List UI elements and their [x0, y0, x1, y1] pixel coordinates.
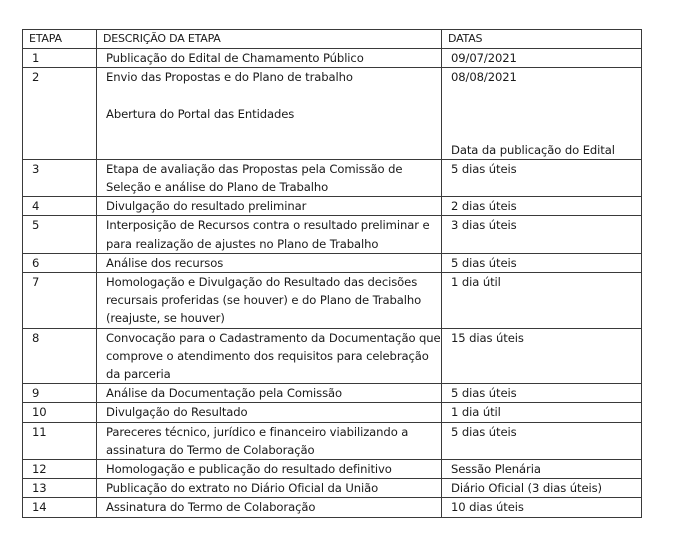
cell-spacer	[451, 87, 641, 141]
cell-datas: Sessão Plenária	[442, 460, 642, 479]
cell-datas: 5 dias úteis	[442, 159, 642, 196]
cell-datas: Diário Oficial (3 dias úteis)	[442, 479, 642, 498]
cell-etapa: 10	[23, 403, 97, 422]
cell-etapa: 4	[23, 197, 97, 216]
cell-descricao: Análise dos recursos	[97, 253, 442, 272]
cell-datas: 5 dias úteis	[442, 422, 642, 459]
table-row	[23, 197, 642, 216]
cell-datas: 09/07/2021	[442, 49, 642, 68]
cell-etapa: 3	[23, 159, 97, 196]
table-row	[23, 216, 642, 253]
cell-descricao-extra: Abertura do Portal das Entidades	[106, 106, 295, 121]
table-row	[23, 253, 642, 272]
cell-descricao-main: Envio das Propostas e do Plano de trabalho	[106, 70, 353, 85]
cell-descricao: Divulgação do resultado preliminar	[97, 197, 442, 216]
cell-etapa: 1	[23, 49, 97, 68]
table-row	[23, 384, 642, 403]
cell-etapa: 5	[23, 216, 97, 253]
cell-datas-main: 08/08/2021	[451, 70, 517, 85]
cell-etapa: 12	[23, 460, 97, 479]
cell-datas: 3 dias úteis	[442, 216, 642, 253]
table-row	[23, 498, 642, 517]
table-row	[23, 49, 642, 68]
cell-datas	[442, 68, 642, 159]
cell-etapa: 7	[23, 273, 97, 329]
cell-etapa: 6	[23, 253, 97, 272]
cell-descricao: Assinatura do Termo de Colaboração	[97, 498, 442, 517]
header-descricao: DESCRIÇÃO DA ETAPA	[97, 30, 442, 49]
cell-descricao: Convocação para o Cadastramento da Documentação que comprove o atendimento dos requisitos para celebração da parceria	[97, 328, 442, 384]
cell-datas: 5 dias úteis	[442, 253, 642, 272]
table-row	[23, 273, 642, 329]
cell-descricao: Homologação e publicação do resultado definitivo	[97, 460, 442, 479]
cell-descricao: Homologação e Divulgação do Resultado das decisões recursais proferidas (se houver) e do Plano de Trabalho (reajuste, se houver)	[97, 273, 442, 329]
table-row	[23, 460, 642, 479]
table-row	[23, 479, 642, 498]
cell-descricao: Interposição de Recursos contra o resultado preliminar e para realização de ajustes no Plano de Trabalho	[97, 216, 442, 253]
header-datas: DATAS	[442, 30, 642, 49]
cell-descricao: Etapa de avaliação das Propostas pela Comissão de Seleção e análise do Plano de Trabalho	[97, 159, 442, 196]
header-etapa: ETAPA	[23, 30, 97, 49]
cell-etapa: 13	[23, 479, 97, 498]
schedule-table	[22, 29, 642, 518]
cell-etapa: 8	[23, 328, 97, 384]
table-row	[23, 403, 642, 422]
cell-etapa: 9	[23, 384, 97, 403]
cell-etapa: 14	[23, 498, 97, 517]
cell-etapa: 2	[23, 68, 97, 159]
cell-spacer	[106, 87, 441, 105]
table-row	[23, 159, 642, 196]
table-header-row	[23, 30, 642, 49]
cell-datas: 1 dia útil	[442, 273, 642, 329]
cell-descricao: Análise da Documentação pela Comissão	[97, 384, 442, 403]
cell-datas: 10 dias úteis	[442, 498, 642, 517]
cell-descricao	[97, 68, 442, 159]
cell-datas: 15 dias úteis	[442, 328, 642, 384]
cell-descricao: Divulgação do Resultado	[97, 403, 442, 422]
cell-descricao: Publicação do Edital de Chamamento Público	[97, 49, 442, 68]
table-row	[23, 328, 642, 384]
cell-datas: 5 dias úteis	[442, 384, 642, 403]
cell-descricao: Pareceres técnico, jurídico e financeiro viabilizando a assinatura do Termo de Colaboração	[97, 422, 442, 459]
cell-datas: 1 dia útil	[442, 403, 642, 422]
cell-datas-extra: Data da publicação do Edital	[451, 142, 615, 157]
cell-descricao: Publicação do extrato no Diário Oficial da União	[97, 479, 442, 498]
table-row	[23, 422, 642, 459]
table-row	[23, 68, 642, 159]
cell-datas: 2 dias úteis	[442, 197, 642, 216]
cell-etapa: 11	[23, 422, 97, 459]
